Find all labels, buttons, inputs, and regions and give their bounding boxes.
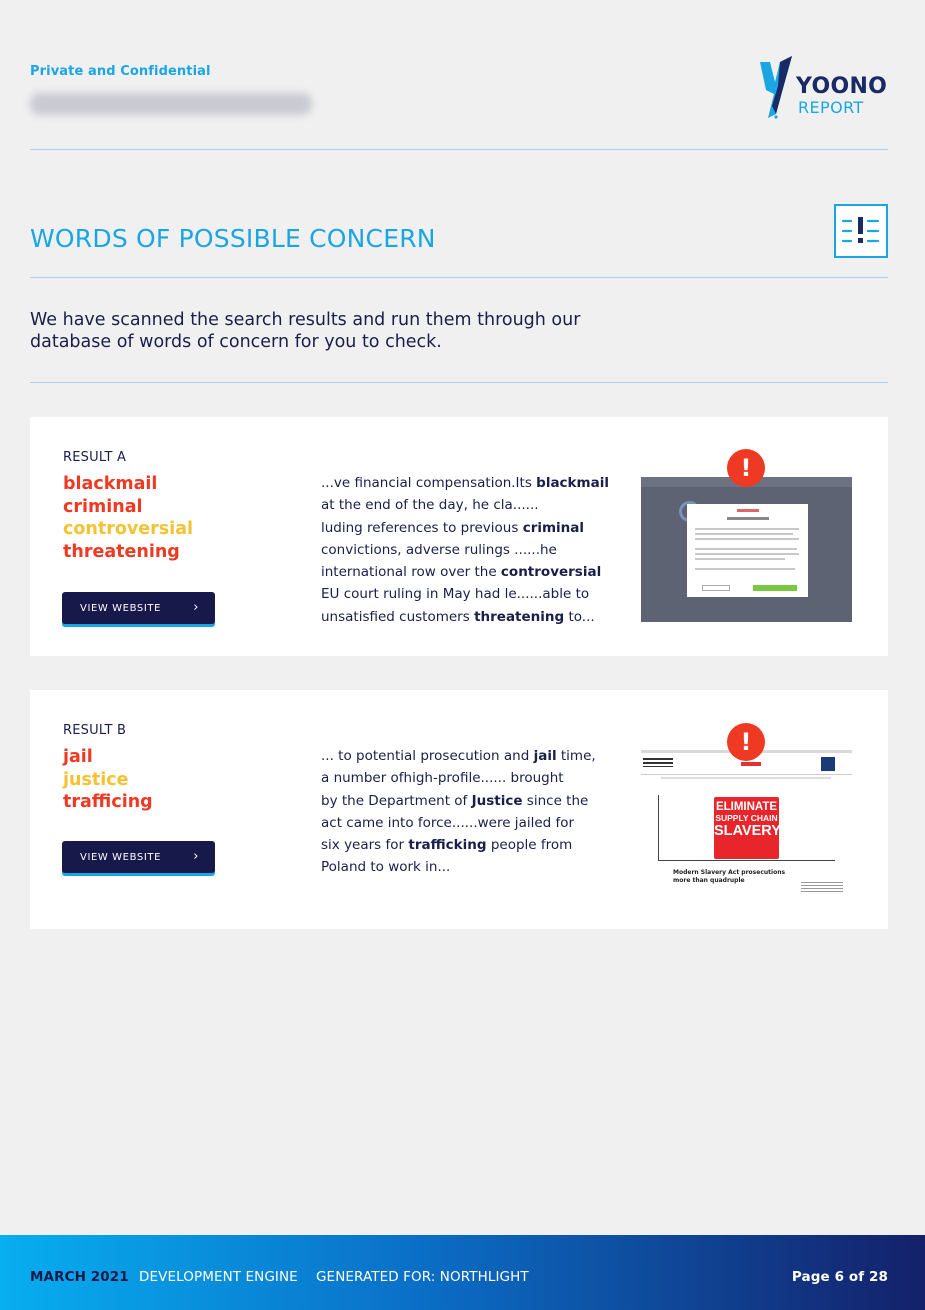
result-excerpt [321,472,611,628]
footer-page-number: Page 6 of 28 [791,1269,888,1285]
excerpt-line: ...ve financial compensation.Its blackmail [321,475,609,491]
logo-subtitle: REPORT [798,98,864,117]
result-excerpt [321,745,611,879]
intro-row [30,278,888,383]
thumb-slavery-poster: ELIMINATE SUPPLY CHAIN SLAVERY [714,797,779,859]
website-screenshot-thumbnail[interactable] [641,750,852,895]
concern-word: threatening [63,541,180,562]
excerpt-line: six years for trafficking people from [321,837,573,854]
page-footer [0,1235,925,1310]
thumb-sidebar-text [801,882,843,894]
footer-engine: DEVELOPMENT ENGINE [139,1269,298,1285]
yoono-logo-mark-icon [758,56,798,122]
excerpt-line: EU court ruling in May had le......able to [321,586,590,603]
footer-generated-for: GENERATED FOR: NORTHLIGHT [316,1269,529,1285]
thumb-privacy-dialog [687,504,808,597]
concern-words-list [63,746,153,814]
thumb-nav-box [821,757,835,771]
view-website-button[interactable] [62,592,215,624]
website-screenshot-thumbnail[interactable] [641,477,852,622]
thumb-article-headline: Modern Slavery Act prosecutions more than quadruple [673,869,786,884]
excerpt-line: ... to potential prosecution and jail time, [321,748,596,764]
concern-list-icon [834,204,888,258]
section-title-row [30,204,888,278]
yoono-logo [758,56,888,126]
excerpt-line: luding references to previous criminal [321,519,585,536]
result-card-a [30,417,888,656]
concern-word: trafficing [63,792,153,812]
thumb-site-logo [643,758,673,767]
section-title: WORDS OF POSSIBLE CONCERN [30,224,436,253]
view-website-label: VIEW WEBSITE [80,602,161,614]
view-website-label: VIEW WEBSITE [80,851,161,863]
excerpt-line: at the end of the day, he cla...... [321,497,539,514]
concern-word: blackmail [63,474,158,494]
intro-text [30,309,590,353]
view-website-button[interactable] [62,841,215,873]
excerpt-line: convictions, adverse rulings ......he [321,541,557,558]
excerpt-line: Poland to work in... [321,859,451,876]
excerpt-line: a number ofhigh-profile...... brought [321,770,564,787]
excerpt-line: by the Department of Justice since the [321,792,589,809]
chevron-right-icon: › [193,849,199,864]
intro-line-2: database of words of concern for you to check. [30,332,442,352]
intro-line-1: We have scanned the search results and run them through our [30,310,581,330]
concern-words-list [63,473,193,563]
redacted-subject-name [30,93,312,115]
alert-icon: ! [727,723,765,761]
result-label: RESULT B [63,723,127,738]
excerpt-line: unsatisfied customers threatening to... [321,608,595,625]
logo-wordmark: YOONO [796,74,888,99]
excerpt-line: act came into force......were jailed for [321,814,575,831]
page-header [30,64,888,150]
footer-date: MARCH 2021 [30,1269,129,1285]
result-card-b [30,690,888,929]
concern-word: jail [63,747,93,767]
concern-word: justice [63,769,129,790]
chevron-right-icon: › [193,600,199,615]
confidential-label: Private and Confidential [30,64,211,79]
thumb-nav-marker [741,762,761,766]
concern-word: controversial [63,519,194,539]
result-label: RESULT A [63,450,127,465]
alert-icon: ! [727,449,765,487]
excerpt-line: international row over the controversial [321,564,602,581]
concern-word: criminal [63,496,143,517]
